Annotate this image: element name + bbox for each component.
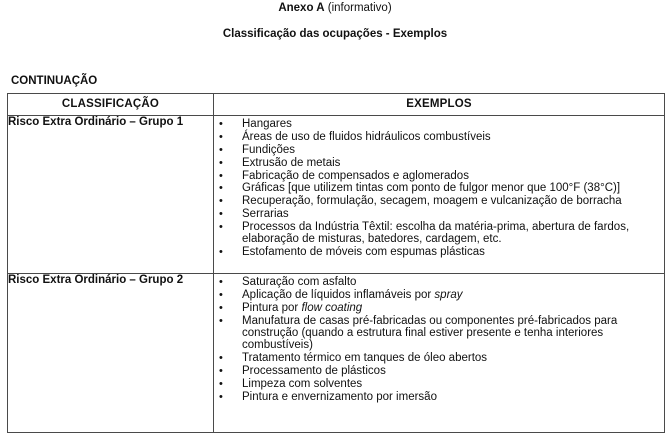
list-item: [214, 208, 664, 220]
list-item: [214, 391, 664, 403]
example-text: Fabricação de compensados e aglomerados: [242, 169, 469, 182]
list-item: [214, 118, 664, 130]
bullet-icon: •: [219, 246, 223, 259]
example-text: Recuperação, formulação, secagem, moagem e vulcanização de borracha: [242, 195, 622, 208]
example-text: Extrusão de metais: [242, 156, 341, 169]
list-item: [214, 144, 664, 156]
list-item: [214, 221, 664, 246]
annex-heading: [0, 1, 670, 15]
bullet-icon: •: [219, 156, 223, 169]
bullet-icon: •: [219, 118, 223, 130]
example-text: Pintura e envernizamento por imersão: [242, 390, 437, 403]
list-item: [214, 352, 664, 364]
bullet-icon: •: [219, 143, 223, 156]
example-text: Limpeza com solventes: [242, 377, 363, 390]
bullet-icon: •: [219, 390, 223, 403]
example-text: Manufatura de casas pré-fabricadas ou componentes pré-fabricados para construção (quando a estrutura final estiver presente e tenha interiores combustíveis): [242, 314, 618, 352]
table-header-row: [8, 94, 665, 116]
bullet-icon: •: [219, 221, 223, 234]
list-item: [214, 157, 664, 169]
bullet-icon: •: [219, 314, 223, 327]
example-text: Hangares: [242, 118, 292, 130]
classification-cell: Risco Extra Ordinário – Grupo 2: [8, 274, 214, 433]
bullet-icon: •: [219, 182, 223, 195]
bullet-icon: •: [219, 276, 223, 288]
table-row: [8, 274, 665, 433]
example-text: Tratamento térmico em tanques de óleo abertos: [242, 352, 488, 365]
example-italic-term: spray: [434, 288, 463, 301]
bullet-icon: •: [219, 377, 223, 390]
example-text: Processos da Indústria Têxtil: escolha da matéria-prima, abertura de fardos, elaboração de misturas, batedores, cardagem, etc.: [242, 221, 630, 246]
example-text: Áreas de uso de fluidos hidráulicos combustíveis: [242, 130, 491, 143]
list-item: [214, 276, 664, 288]
annex-label: Anexo A: [278, 2, 325, 14]
column-header-classification: CLASSIFICAÇÃO: [8, 94, 214, 116]
annex-qualifier: (informativo): [324, 2, 392, 14]
classification-cell: Risco Extra Ordinário – Grupo 1: [8, 116, 214, 274]
example-text: Saturação com asfalto: [242, 276, 357, 288]
list-item: [214, 365, 664, 377]
bullet-icon: •: [219, 208, 223, 221]
bullet-icon: •: [219, 365, 223, 378]
example-text: Aplicação de líquidos inflamáveis por: [242, 288, 435, 301]
bullet-icon: •: [219, 130, 223, 143]
example-text: Pintura por: [242, 301, 302, 314]
list-item: [214, 195, 664, 207]
list-item: [214, 289, 664, 301]
table-row: [8, 116, 665, 274]
list-item: [214, 302, 664, 314]
bullet-icon: •: [219, 195, 223, 208]
page-title: Classificação das ocupações - Exemplos: [222, 28, 448, 40]
bullet-icon: •: [219, 352, 223, 365]
example-text: Estofamento de móveis com espumas plásticas: [242, 246, 485, 259]
examples-list: [214, 116, 664, 259]
example-text: Serrarias: [242, 208, 289, 221]
list-item: [214, 170, 664, 182]
example-italic-term: flow coating: [301, 301, 363, 314]
bullet-icon: •: [219, 301, 223, 314]
bullet-icon: •: [219, 169, 223, 182]
example-text: Gráficas [que utilizem tintas com ponto de fulgor menor que 100°F (38°C)]: [242, 182, 621, 195]
examples-cell: [214, 116, 665, 274]
list-item: [214, 131, 664, 143]
continuation-label: CONTINUAÇÃO: [11, 75, 98, 87]
bullet-icon: •: [219, 288, 223, 301]
examples-cell: [214, 274, 665, 433]
column-header-examples: EXEMPLOS: [214, 94, 665, 116]
list-item: [214, 182, 664, 194]
example-text: Processamento de plásticos: [242, 365, 386, 378]
occupation-classification-table: [7, 93, 665, 433]
list-item: [214, 378, 664, 390]
list-item: [214, 315, 664, 352]
example-text: Fundições: [242, 143, 296, 156]
examples-list: [214, 274, 664, 403]
list-item: [214, 246, 664, 258]
